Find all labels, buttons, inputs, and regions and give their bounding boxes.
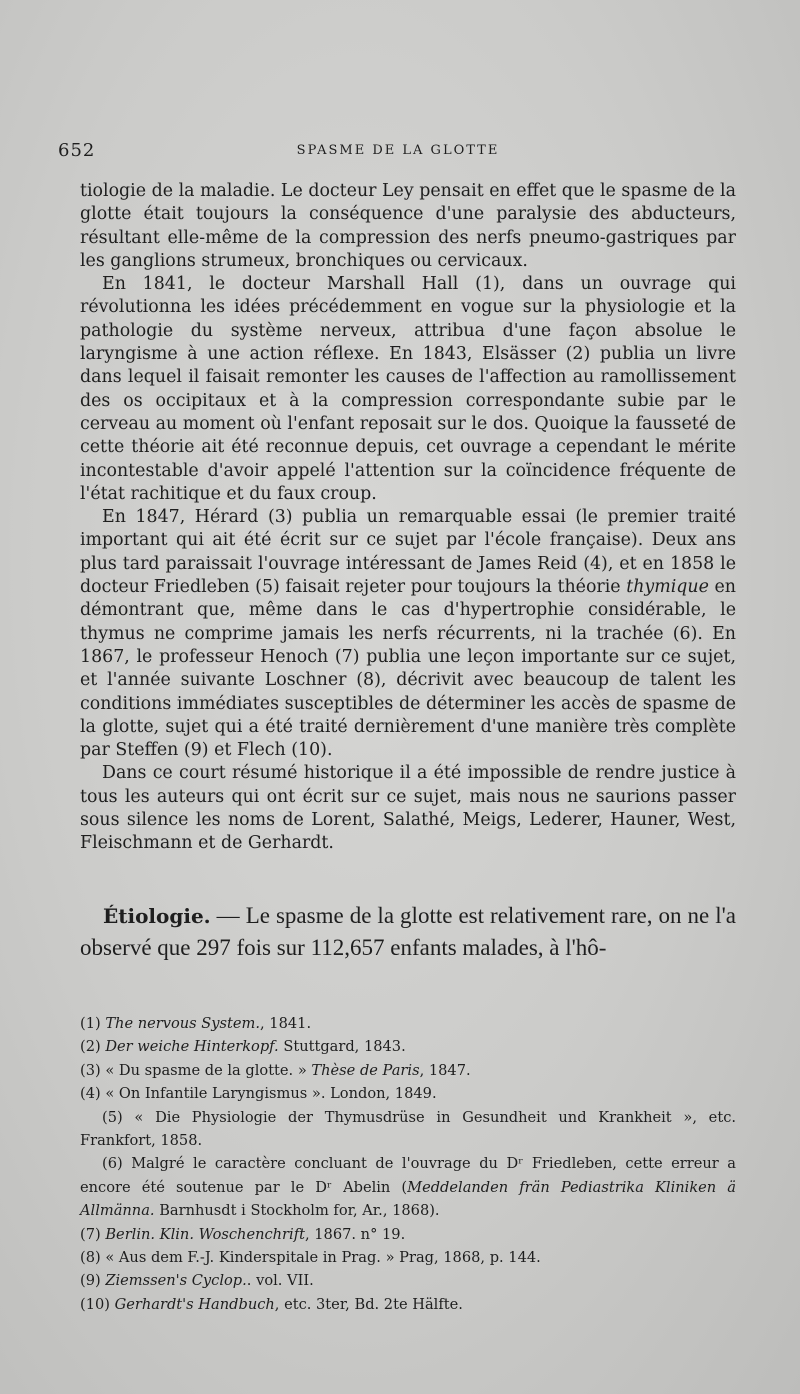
footnote bbox=[80, 1223, 736, 1246]
running-title: SPASME DE LA GLOTTE bbox=[296, 143, 500, 158]
footnote-number: (4) bbox=[80, 1085, 101, 1103]
paragraph-text: en démontrant que, même dans le cas d'hypertrophie considérable, le thymus ne comprime jamais les nerfs récurrents, ni la trachée (6). En 1867, le professeur Henoch (7) publia une leçon importante sur ce sujet, et l'année suivante Loschner (8), décrivit avec beaucoup de talent les conditions immédiates susceptibles de déterminer les accès de spasme de la glotte, sujet qui a été traité dernièrement d'une manière très complète par Steffen (9) et Flech (10). bbox=[80, 577, 737, 761]
page-number: 652 bbox=[58, 140, 96, 161]
section-heading: Étiologie. bbox=[103, 904, 211, 928]
footnote-title: The nervous System. bbox=[105, 1015, 261, 1032]
footnote bbox=[80, 1246, 736, 1269]
footnote-title: Ziemssen's Cyclop. bbox=[105, 1272, 247, 1290]
footnote bbox=[80, 1106, 736, 1153]
footnote-text: , etc. 3ter, Bd. 2te Hälfte. bbox=[274, 1295, 463, 1313]
footnote-title: Meddelanden frän Pediastrika Kliniken ä Allmänna. bbox=[80, 1178, 736, 1220]
paragraph bbox=[80, 506, 736, 762]
footnote-number: (5) bbox=[102, 1108, 123, 1126]
footnote-number: (10) bbox=[80, 1295, 110, 1313]
footnote-title: Der weiche Hinterkopf. bbox=[105, 1038, 279, 1056]
main-text bbox=[80, 180, 736, 856]
footnote bbox=[80, 1269, 736, 1292]
page-header bbox=[58, 140, 738, 170]
footnote-text: , 1867. n° 19. bbox=[304, 1225, 406, 1243]
section-text: — Le spasme de la glotte est relativement rare, on ne l'a observé que 297 fois sur 112,657 enfants malades, à l'hô- bbox=[80, 903, 736, 960]
footnote bbox=[80, 1035, 736, 1058]
paragraph-text: En 1847, Hérard (3) publia un remarquable essai (le premier traité important qui ait été écrit sur ce sujet par l'école française). Deux ans plus tard paraissait l'ouvrage intéressant de James Reid (4), et en 1858 le docteur Friedleben (5) faisait rejeter pour toujours la théorie bbox=[80, 507, 736, 598]
footnote-number: (8) bbox=[80, 1249, 101, 1267]
footnote-text: « Du spasme de la glotte. » bbox=[105, 1061, 312, 1079]
footnote-text: , 1847. bbox=[419, 1061, 471, 1079]
etiology-section bbox=[80, 900, 736, 964]
footnote bbox=[80, 1059, 736, 1082]
footnote-title: Thèse de Paris bbox=[311, 1061, 420, 1079]
footnote-text: « On Infantile Laryngismus ». London, 1849. bbox=[105, 1085, 437, 1103]
footnote-number: (6) bbox=[102, 1155, 123, 1173]
footnote-text: Barnhusdt i Stockholm for, Ar., 1868). bbox=[154, 1202, 440, 1220]
footnote-text: Malgré le caractère concluant de l'ouvrage du Dʳ Friedleben, cette erreur a encore été soutenue par le Dʳ Abelin ( bbox=[80, 1155, 736, 1196]
footnote bbox=[80, 1082, 736, 1105]
footnote-title: Gerhardt's Handbuch bbox=[114, 1295, 275, 1313]
paragraph: En 1841, le docteur Marshall Hall (1), dans un ouvrage qui révolutionna les idées précédemment en vogue sur la physiologie et la pathologie du système nerveux, attribua d'une façon absolue le laryngisme à une action réflexe. En 1843, Elsässer (2) publia un livre dans lequel il faisait remonter les causes de l'affection au ramollissement des os occipitaux et à la compression correspondante subie par le cerveau au moment où l'enfant reposait sur le dos. Quoique la fausseté de cette théorie ait été reconnue depuis, cet ouvrage a cependant le mérite incontestable d'avoir appelé l'attention sur la coïncidence fréquente de l'état rachitique et du faux croup. bbox=[80, 274, 736, 504]
footnote-text: « Aus dem F.-J. Kinderspitale in Prag. » Prag, 1868, p. 144. bbox=[105, 1249, 541, 1267]
footnote-number: (3) bbox=[80, 1061, 101, 1079]
footnotes bbox=[80, 1012, 736, 1316]
paragraph: tiologie de la maladie. Le docteur Ley pensait en effet que le spasme de la glotte était toujours la conséquence d'une paralysie des abducteurs, résultant elle-même de la compression des nerfs pneumo-gastriques par les ganglions strumeux, bronchiques ou cervicaux. bbox=[80, 181, 736, 271]
footnote-title: Berlin. Klin. Woschenchrift bbox=[105, 1225, 305, 1243]
footnote-text: . vol. VII. bbox=[246, 1272, 314, 1290]
footnote-number: (7) bbox=[80, 1225, 101, 1243]
footnote-text: , 1841. bbox=[260, 1015, 312, 1032]
footnote-text: Stuttgard, 1843. bbox=[278, 1038, 406, 1056]
footnote-number: (9) bbox=[80, 1272, 101, 1290]
footnote bbox=[80, 1152, 736, 1222]
footnote bbox=[80, 1293, 736, 1316]
italic-term: thymique bbox=[626, 577, 709, 598]
footnote-number: (1) bbox=[80, 1015, 101, 1032]
footnote bbox=[80, 1012, 736, 1035]
paragraph: Dans ce court résumé historique il a été impossible de rendre justice à tous les auteurs qui ont écrit sur ce sujet, mais nous ne saurions passer sous silence les noms de Lorent, Salathé, Meigs, Lederer, Hauner, West, Fleischmann et de Gerhardt. bbox=[80, 763, 736, 854]
footnote-text: « Die Physiologie der Thymusdrüse in Gesundheit und Krankheit », etc. Frankfort, 1858. bbox=[80, 1108, 737, 1150]
footnote-number: (2) bbox=[80, 1038, 101, 1056]
